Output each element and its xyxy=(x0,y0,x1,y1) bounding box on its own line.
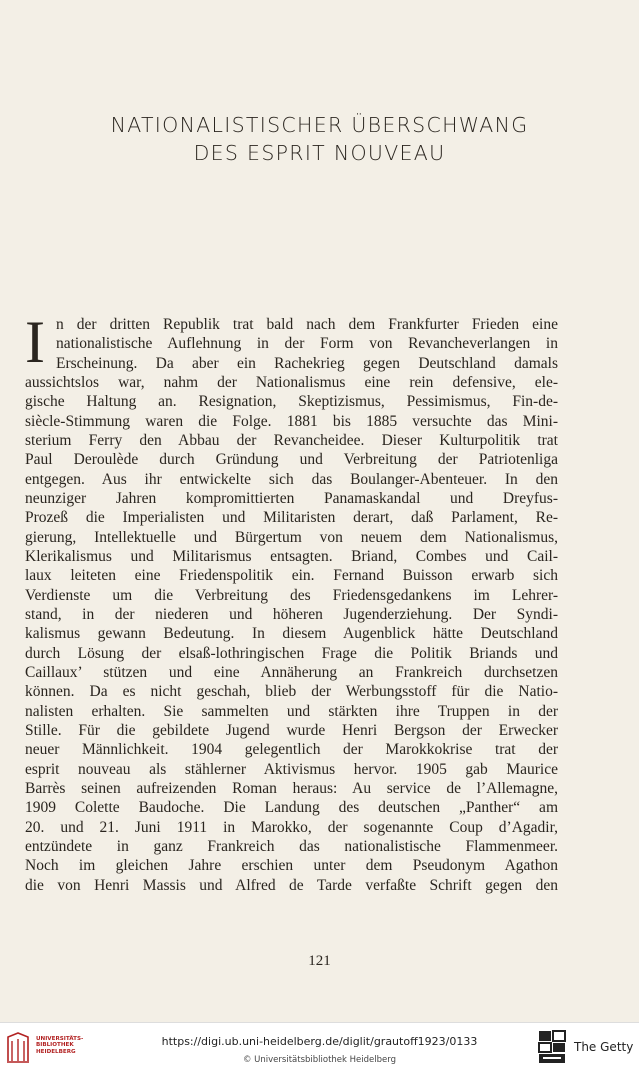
text-line: esprit nouveau als stählerner Aktivismus hervor. 1905 gab Maurice xyxy=(25,760,558,778)
text-line: neunziger Jahren kompromittierten Panamaskandal und Dreyfus- xyxy=(25,489,558,507)
text-line: Stille. Für die gebildete Jugend wurde Henri Bergson der Erwecker xyxy=(25,721,558,739)
drop-cap: I xyxy=(25,309,45,375)
body-paragraph xyxy=(25,309,558,895)
chapter-title-line2: DES ESPRIT NOUVEAU xyxy=(193,141,446,165)
library-name: UNIVERSITÄTS- BIBLIOTHEK HEIDELBERG xyxy=(36,1036,84,1055)
text-line: Noch im gleichen Jahre erschien unter dem Pseudonym Agathon xyxy=(25,857,558,875)
page-number: 121 xyxy=(308,953,331,969)
text-line: Caillaux’ stützen und eine Annäherung an Frankreich durchsetzen xyxy=(25,663,558,681)
footer-bar xyxy=(0,1022,639,1072)
getty-label: The Getty xyxy=(574,1040,634,1054)
text-line: können. Da es nicht geschah, blieb der Werbungsstoff für die Natio- xyxy=(25,683,558,701)
copyright-notice: © Universitätsbibliothek Heidelberg xyxy=(242,1055,396,1065)
text-line: gische Haltung an. Resignation, Skeptizismus, Pessimismus, Fin-de- xyxy=(25,393,558,411)
text-line: durch Lösung der elsaß-lothringischen Frage die Politik Briands und xyxy=(25,644,558,662)
text-line: sterium Ferry den Abbau der Revancheidee. Dieser Kulturpolitik trat xyxy=(25,431,558,449)
text-line: 20. und 21. Juni 1911 in Marokko, der sogenannte Coup d’Agadir, xyxy=(25,818,558,836)
text-line: Paul Deroulède durch Gründung und Verbreitung der Patriotenliga xyxy=(25,451,558,469)
text-line: gierung, Intellektuelle und Bürgertum von neuem dem Nationalismus, xyxy=(25,528,558,546)
text-line: nalisten erhalten. Sie sammelten und stärkten ihre Truppen in der xyxy=(25,702,558,720)
text-line: Prozeß die Imperialisten und Militaristen derart, daß Parlament, Re- xyxy=(25,509,558,527)
chapter-title-line1: NATIONALISTISCHER ÜBERSCHWANG xyxy=(110,113,529,137)
document-url-link[interactable]: https://digi.ub.uni-heidelberg.de/diglit/grautoff1923/0133 xyxy=(161,1035,478,1048)
text-line: neuer Männlichkeit. 1904 gelegentlich der Marokkokrise trat der xyxy=(25,741,558,759)
text-line: Barrès seinen aufreizenden Roman heraus: Au service de l’Allemagne, xyxy=(25,779,558,797)
text-line: stand, in der niederen und höheren Jugenderziehung. Der Syndi- xyxy=(25,605,558,623)
text-line: kalismus gewann Bedeutung. In diesem Augenblick hätte Deutschland xyxy=(25,625,558,643)
text-line: Klerikalismus und Militarismus entsagten. Briand, Combes und Cail- xyxy=(25,547,558,565)
text-line: aussichtslos war, nahm der Nationalismus eine rein defensive, ele- xyxy=(25,373,558,391)
text-line: Verdienste um die Verbreitung des Friedensgedankens im Lehrer- xyxy=(25,586,558,604)
text-line: nationalistische Auflehnung in der Form von Revancheverlangen in xyxy=(56,335,558,353)
text-line: laux leiteten eine Friedenspolitik ein. Fernand Buisson erwarb sich xyxy=(25,567,558,585)
text-line: die von Henri Massis und Alfred de Tarde verfaßte Schrift gegen den xyxy=(25,876,558,894)
text-line: 1909 Colette Baudoche. Die Landung des deutschen „Panther“ am xyxy=(25,799,558,817)
text-line: Erscheinung. Da aber ein Rachekrieg gegen Deutschland damals xyxy=(56,354,558,372)
text-line: entzündete in ganz Frankreich das nationalistische Flammenmeer. xyxy=(25,837,558,855)
text-line: n der dritten Republik trat bald nach dem Frankfurter Frieden eine xyxy=(56,316,558,333)
text-line: siècle-Stimmung waren die Folge. 1881 bis 1885 versuchte das Mini- xyxy=(25,412,558,430)
text-line: entgegen. Aus ihr entwickelte sich das Boulanger-Abenteuer. In den xyxy=(25,470,558,488)
getty-logo-icon xyxy=(538,1030,566,1064)
